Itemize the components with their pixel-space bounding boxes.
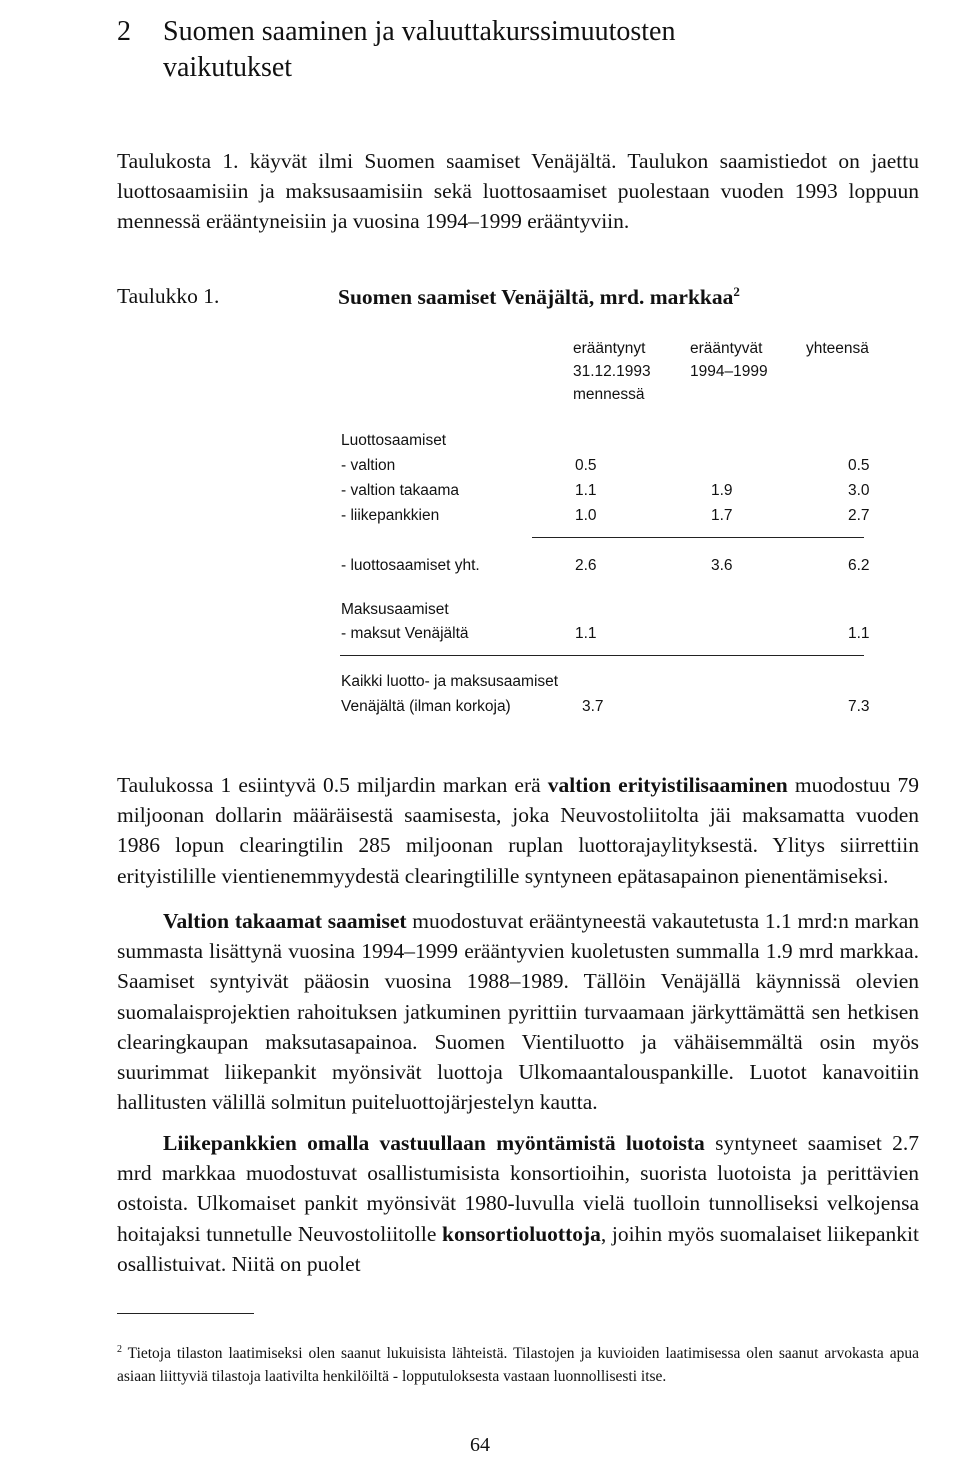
row-label: - maksut Venäjältä — [341, 625, 469, 642]
table-subtotal-rule — [532, 537, 864, 538]
row-value-col2: 3.6 — [711, 557, 733, 574]
row-value-col3: 1.1 — [848, 625, 870, 642]
body-paragraph-3 — [117, 1128, 919, 1279]
row-value-col1: 0.5 — [575, 457, 597, 474]
row-value-col3: 7.3 — [848, 698, 870, 715]
row-label: Maksusaamiset — [341, 601, 449, 618]
section-title-line2: vaikutukset — [163, 52, 293, 83]
bold-term: konsortioluottoja — [442, 1221, 601, 1246]
table-label: Taulukko 1. — [117, 284, 220, 308]
col2-header-line1: erääntyvät — [690, 340, 763, 357]
body-paragraph-2 — [117, 906, 919, 1117]
body-paragraph-1 — [117, 770, 919, 891]
intro-paragraph: Taulukosta 1. käyvät ilmi Suomen saamiset Venäjältä. Taulukon saamistiedot on jaettu luottosaamisiin ja maksusaamisiin sekä luottosaamiset puolestaan vuoden 1993 loppuun mennessä erääntyneisiin ja vuosina 1994–1999 erääntyviin. — [117, 149, 919, 234]
text-run: muodostuu 79 miljoonan dollarin määräisestä saamisesta, joka Neuvostoliitolta jäi maksamatta vuoden 1986 lopun clearingtilin 285 miljoonan ruplan luottorajaylityksestä. Ylitys siirrettiin erityistilille vientienemmyydestä clearingtilille syntyneen epätasapainon pienentämiseksi. — [117, 773, 919, 888]
row-value-col2: 1.7 — [711, 507, 733, 524]
row-value-col1: 2.6 — [575, 557, 597, 574]
footnote-number: 2 — [117, 1344, 122, 1355]
row-value-col3: 6.2 — [848, 557, 870, 574]
row-value-col1: 1.0 — [575, 507, 597, 524]
col1-header-line2: 31.12.1993 — [573, 363, 651, 380]
text-run: Taulukossa 1 esiintyvä 0.5 miljardin markan erä — [117, 773, 548, 797]
table-title-text: Suomen saamiset Venäjältä, mrd. markkaa — [338, 285, 734, 310]
section-title-line1: Suomen saaminen ja valuuttakurssimuutosten — [163, 16, 676, 47]
row-label: - valtion takaama — [341, 482, 460, 499]
text-run: syntyneet saamiset 2.7 mrd markkaa muodostuvat osallistumisista konsortioihin, suorista luotoista ja perittävien ostoista. Ulkomaiset pankit myönsivät 1980-luvulla vielä tuolloin tunnolliseksi velkojensa hoitajaksi tunnetulle Neuvostoliitolle — [117, 1131, 919, 1246]
row-value-col3: 2.7 — [848, 507, 870, 524]
bold-term: valtion erityistilisaaminen — [547, 773, 788, 797]
bold-term: Valtion takaamat saamiset — [163, 909, 407, 933]
page-number: 64 — [470, 1434, 490, 1456]
col1-header-line1: erääntynyt — [573, 340, 646, 357]
footnote-text: Tietoja tilaston laatimiseksi olen saanut lukuisista lähteistä. Tilastojen ja kuvioiden laatimisessa olen saanut arvokasta apua asiaan liittyviä tilastoja laativilta henkilöiltä - lopputuloksesta vastaan luonnollisesti itse. — [117, 1345, 919, 1386]
row-value-col1: 1.1 — [575, 625, 597, 642]
row-value-col1: 3.7 — [582, 698, 604, 715]
col1-header-line3: mennessä — [573, 386, 645, 403]
row-label: Luottosaamiset — [341, 432, 447, 449]
row-value-col3: 3.0 — [848, 482, 870, 499]
bold-term: Liikepankkien omalla vastuullaan myöntämistä luotoista — [163, 1131, 705, 1155]
col3-header-line1: yhteensä — [806, 340, 869, 357]
footnote-rule — [117, 1313, 254, 1314]
table-title-footnote-ref: 2 — [733, 284, 740, 299]
row-label: Venäjältä (ilman korkoja) — [341, 698, 511, 715]
text-run: muodostuvat erääntyneestä vakautetusta 1.1 mrd:n markan summasta lisättynä vuosina 1994–1999 erääntyvien kuoletusten summalla 1.9 mrd markkaa. Saamiset syntyivät pääosin vuosina 1988–1989. Tällöin Venäjällä käynnissä olevien suomalaisprojektien rahoituksen jatkuminen pyrittiin turvaamaan järkyttämättä sen hetkisen clearingkaupan maksutasapainoa. Suomen Vientiluotto ja vähäisemmältä osin myös suurimmat liikepankit myönsivät luottoja Ulkomaantalouspankille. Luotot kanavoitiin hallitusten välillä solmitun puiteluottojärjestelyn kautta. — [117, 909, 920, 1115]
table-total-rule — [340, 655, 864, 656]
row-value-col3: 0.5 — [848, 457, 870, 474]
section-heading — [117, 14, 897, 86]
row-label: Kaikki luotto- ja maksusaamiset — [341, 673, 559, 690]
row-value-col1: 1.1 — [575, 482, 597, 499]
text-run: , joihin myös suomalaiset liikepankit osallistuivat. Niitä on puolet — [117, 1221, 920, 1276]
footnote — [117, 1338, 919, 1388]
table-title — [338, 284, 740, 310]
row-label: - liikepankkien — [341, 507, 440, 524]
col2-header-line2: 1994–1999 — [690, 363, 768, 380]
row-label: - luottosaamiset yht. — [341, 557, 480, 574]
row-value-col2: 1.9 — [711, 482, 733, 499]
section-number: 2 — [117, 16, 131, 47]
row-label: - valtion — [341, 457, 396, 474]
